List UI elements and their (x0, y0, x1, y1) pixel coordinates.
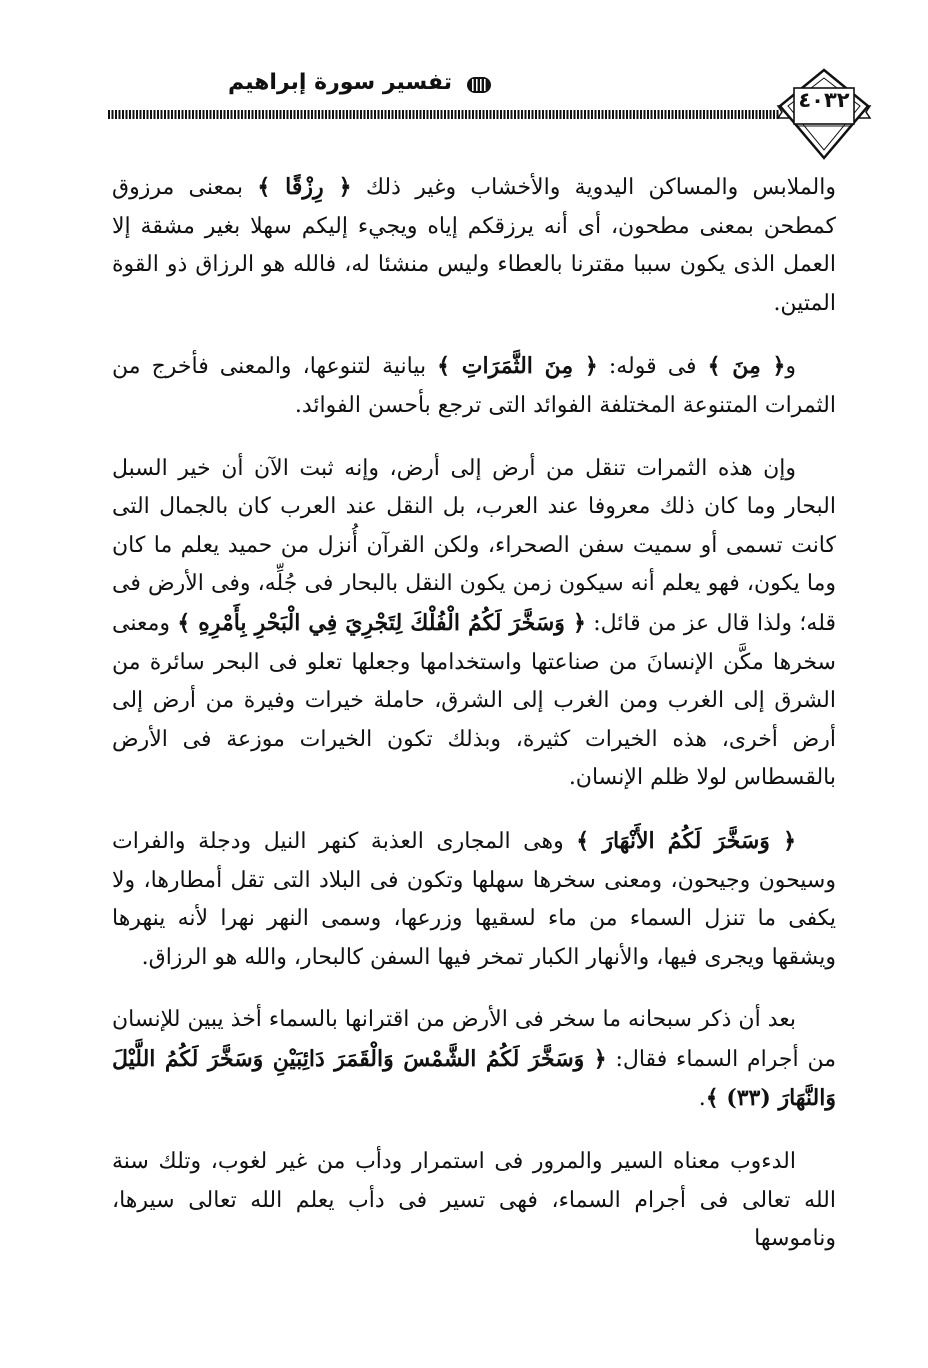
ornament-icon (466, 76, 492, 94)
paragraph (112, 347, 836, 425)
page-number: ٤٠٣٢ (798, 88, 850, 112)
text-segment: و (785, 354, 797, 380)
text-segment: فى قوله: (597, 354, 708, 380)
paragraph (112, 168, 836, 323)
text-segment: وإن هذه الثمرات تنقل من أرض إلى أرض، وإنه ثبت الآن أن خير السبل البحار وما كان ذلك معروفا عند العرب، بل النقل عند العرب كان بالجمال التى كانت تسمى أو سميت سفن الصحراء، ولكن القرآن أُنزل من حميد يعلم ما كان وما يكون، فهو يعلم أنه سيكون زمن يكون النقل بالبحار فى جُلِّه، وفى الأرض فى قله؛ ولذا قال عز من قائل: (112, 455, 836, 636)
paragraph (112, 1143, 836, 1259)
text-segment: بعد أن ذكر سبحانه ما سخر فى الأرض من اقترانها بالسماء أخذ يبين للإنسان من أجرام السماء فقال: (112, 1007, 836, 1072)
quran-verse: ﴿ رِزْقًا ﴾ (257, 174, 352, 200)
text-segment: الدءوب معناه السير والمرور فى استمرار ودأب من غير لغوب، وتلك سنة الله تعالى فى أجرام السماء، فهى تسير فى دأب يعلم الله تعالى سيرها، وناموسها (112, 1149, 836, 1252)
paragraph (112, 1001, 836, 1119)
page-header (100, 62, 880, 162)
body-text (112, 168, 836, 1259)
paragraph (112, 822, 836, 977)
text-segment: . (698, 1086, 706, 1112)
quran-verse: ﴿ وَسَخَّرَ لَكُمُ الشَّمْسَ وَالْقَمَرَ دَائِبَيْنِ وَسَخَّرَ لَكُمُ اللَّيْلَ وَالنَّهَارَ (٣٣) ﴾ (112, 1045, 836, 1112)
quran-verse: ﴿ مِنَ الثَّمَرَاتِ ﴾ (437, 353, 598, 380)
text-segment: وهى المجارى العذبة كنهر النيل ودجلة والفرات وسيحون وجيحون، ومعنى سخرها سهلها وتكون فى البلاد التى تقل أمطارها، ولا يكفى ما تنزل السماء من ماء لسقيها وزرعها، وسمى النهر نهرا لأنه ينهرها ويشقها ويجرى فيها، والأنهار الكبار تمخر فيها السفن كالبحار، والله هو الرزاق. (112, 828, 836, 970)
quran-verse: ﴿ وَسَخَّرَ لَكُمُ الْفُلْكَ لِتَجْرِيَ فِي الْبَحْرِ بِأَمْرِهِ ﴾ (177, 609, 586, 636)
quran-verse: ﴿ وَسَخَّرَ لَكُمُ الأَنْهَارَ ﴾ (576, 827, 796, 854)
text-segment: والملابس والمساكن اليدوية والأخشاب وغير ذلك (351, 175, 836, 200)
header-rule (108, 110, 780, 119)
quran-verse: ﴿ مِنَ ﴾ (707, 353, 786, 380)
text-segment: بيانية لتنوعها، والمعنى فأخرج من الثمرات المتنوعة المختلفة الفوائد التى ترجع بأحسن الفوائد. (112, 354, 836, 418)
text-segment: ومعنى سخرها مكَّن الإنسانَ من صناعتها واستخدامها وجعلها تعلو فى البحر سائرة من الشرق إلى الغرب ومن الغرب إلى الشرق، حاملة خيرات وفيرة من أرض إلى أرض أخرى، هذه الخيرات كثيرة، وبذلك تكون الخيرات موزعة فى الأرض بالقسطاس لولا ظلم الإنسان. (112, 610, 836, 791)
running-title: تفسير سورة إبراهيم (227, 70, 452, 95)
text-segment: بمعنى مرزوق كمطحن بمعنى مطحون، أى أنه يرزقكم إياه ويجيء إليكم سهلا بغير مشقة إلا العمل الذى يكون سببا مقترنا بالعطاء وليس منشئا له، فالله هو الرزاق ذو القوة المتين. (112, 175, 836, 316)
page-number-badge-icon (774, 66, 874, 162)
paragraph (112, 450, 836, 798)
